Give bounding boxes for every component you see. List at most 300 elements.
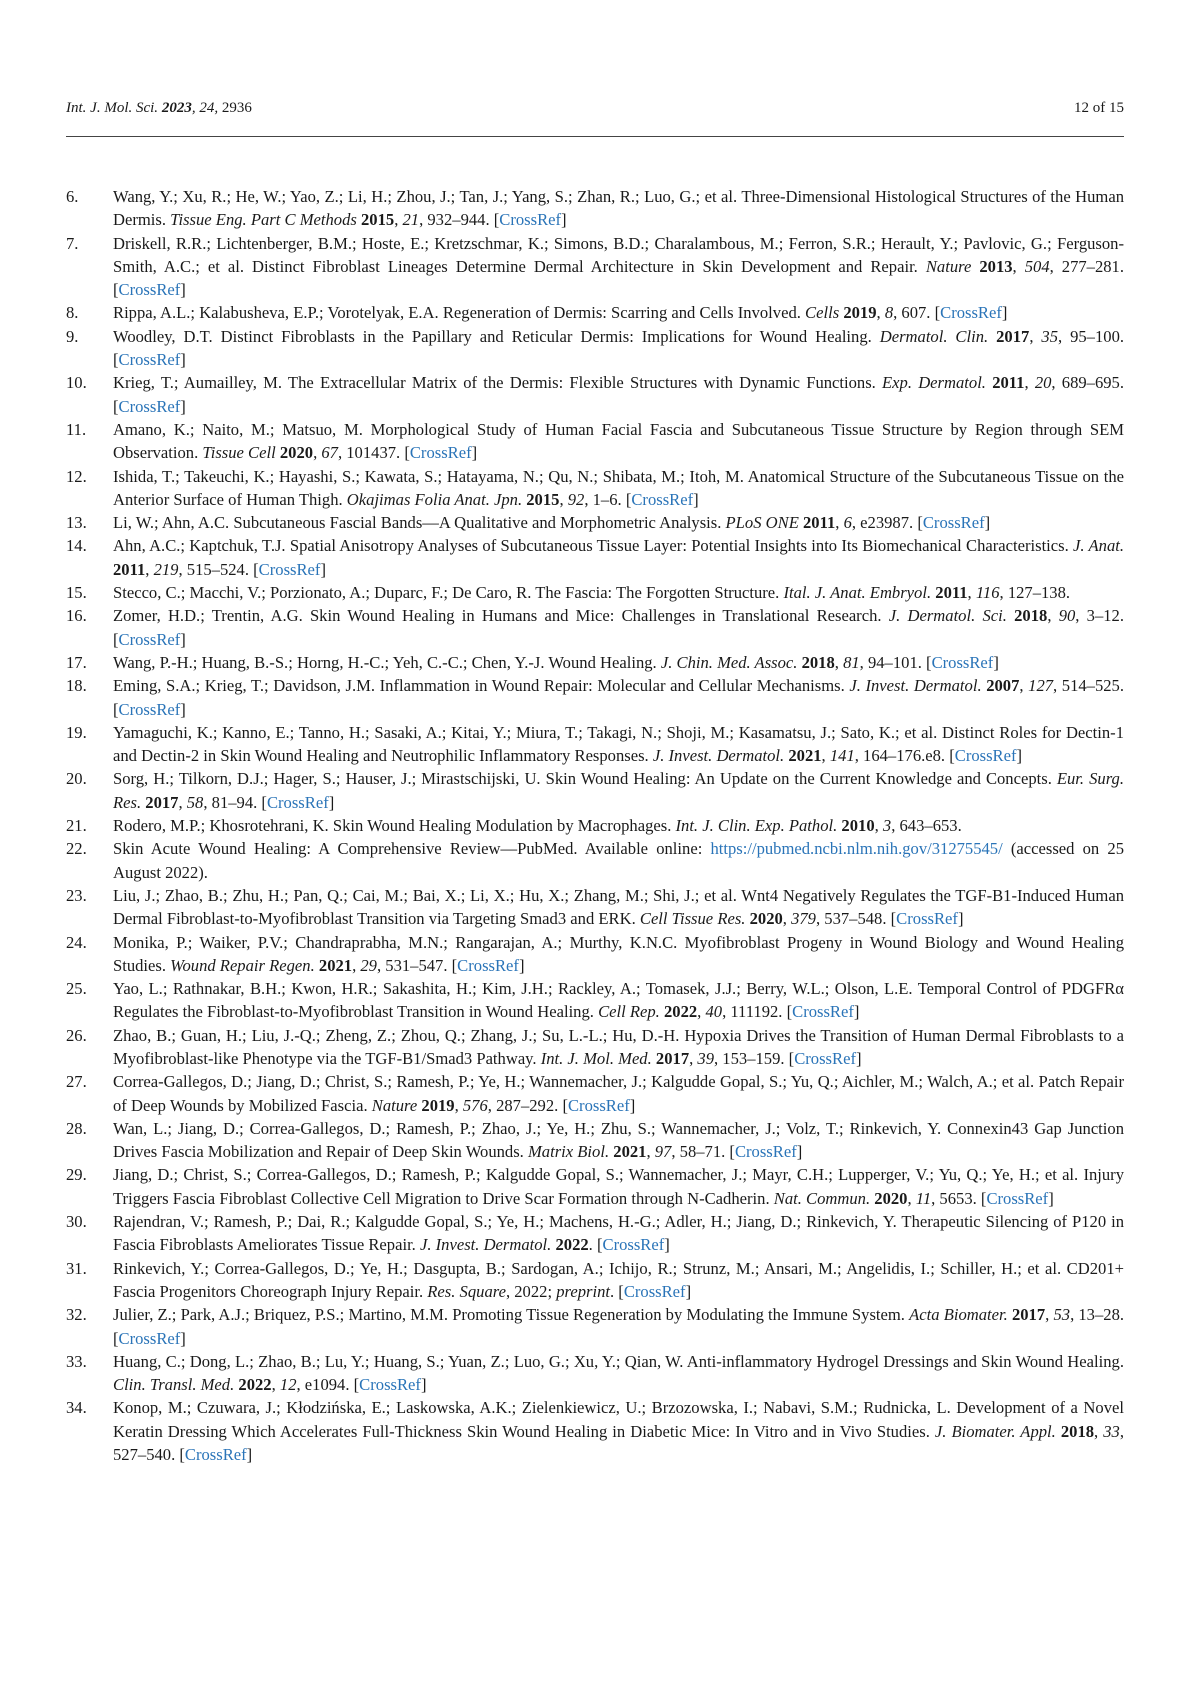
reference-number: 10. <box>66 373 87 393</box>
journal-title: 53 <box>1053 1305 1071 1325</box>
crossref-link[interactable]: CrossRef <box>623 1281 686 1301</box>
reference-number: 30. <box>66 1212 87 1232</box>
journal-title: 20 <box>1034 373 1052 393</box>
citation-text: . <box>588 1235 597 1255</box>
publication-year: 2015 <box>526 489 560 509</box>
citation-text: , <box>1045 1305 1054 1325</box>
citation-text: , <box>394 210 403 230</box>
reference-item <box>66 581 1124 604</box>
publication-year: 2015 <box>361 210 395 230</box>
citation-text: Driskell, R.R.; Lichtenberger, B.M.; Hoste, E.; Kretzschmar, K.; Simons, B.D.; Charalambous, M.; Ferron, S.R.; Herault, Y.; Pavlovic, G.; Ferguson-Smith, A.C.; et al. Distinct Fibroblast Lineages Determine Dermal Architecture in Skin Development and Repair. <box>113 233 1124 276</box>
reference-item <box>66 301 1124 324</box>
bracket: [ <box>113 1328 119 1348</box>
citation-text: Rodero, M.P.; Khosrotehrani, K. Skin Wound Healing Modulation by Macrophages. <box>113 816 676 836</box>
publication-year: 2019 <box>421 1095 455 1115</box>
publication-year: 2007 <box>986 676 1020 696</box>
journal-title: Nature <box>925 256 972 276</box>
citation-text: , 95–100. <box>1058 326 1125 346</box>
citation-text: Zomer, H.D.; Trentin, A.G. Skin Wound Healing in Humans and Mice: Challenges in Translational Research. <box>113 606 889 626</box>
reference-text <box>113 418 1124 465</box>
reference-number: 16. <box>66 606 87 626</box>
journal-title: 127 <box>1028 676 1054 696</box>
reference-item <box>66 511 1124 534</box>
citation-text: , <box>646 1142 655 1162</box>
journal-volume: 24 <box>199 100 215 116</box>
bracket: ] <box>796 1142 803 1162</box>
reference-text <box>113 185 1124 232</box>
bracket: ] <box>685 1281 692 1301</box>
crossref-link[interactable]: CrossRef <box>258 559 321 579</box>
reference-item <box>66 1024 1124 1071</box>
journal-title: 11 <box>915 1188 932 1208</box>
reference-text <box>113 931 1124 978</box>
journal-title: Exp. Dermatol. <box>882 373 986 393</box>
journal-title: 81 <box>843 652 860 672</box>
reference-item <box>66 674 1124 721</box>
crossref-link[interactable]: CrossRef <box>118 350 181 370</box>
bracket: ] <box>984 513 991 533</box>
citation-text: , <box>835 513 844 533</box>
citation-text: , <box>967 583 976 603</box>
crossref-link[interactable]: CrossRef <box>184 1445 247 1465</box>
citation-text: , <box>352 955 361 975</box>
bracket: [ <box>934 303 941 323</box>
bracket: ] <box>471 443 478 463</box>
crossref-link[interactable]: CrossRef <box>792 1002 854 1022</box>
publication-year: 2017 <box>1011 1305 1046 1325</box>
reference-number: 31. <box>66 1258 87 1278</box>
reference-text <box>113 814 1124 837</box>
page-number: 12 of 15 <box>1074 100 1124 116</box>
journal-title: Cell Tissue Res. <box>639 909 746 929</box>
citation-text: , 58–71. <box>671 1142 730 1162</box>
citation-text: , 689–695. <box>1051 373 1125 393</box>
publication-year: 2011 <box>992 373 1025 393</box>
citation-text: , 932–944. <box>419 210 494 230</box>
journal-title: J. Biomater. Appl. <box>934 1421 1056 1441</box>
publication-year: 2018 <box>801 652 835 672</box>
journal-title: Acta Biomater. <box>909 1305 1008 1325</box>
bracket: [ <box>113 629 119 649</box>
citation-text: , 81–94. <box>203 792 262 812</box>
crossref-link[interactable]: CrossRef <box>631 489 694 509</box>
citation-text: , 13–28. <box>1070 1305 1125 1325</box>
bracket: ] <box>180 699 186 719</box>
citation-text: , <box>821 746 830 766</box>
bracket: [ <box>404 443 410 463</box>
publication-year: 2022 <box>663 1002 698 1022</box>
reference-number: 29. <box>66 1165 87 1185</box>
journal-year: 2023 <box>161 100 192 116</box>
reference-item <box>66 185 1124 232</box>
citation-text: , <box>1047 606 1059 626</box>
bracket: ] <box>320 559 326 579</box>
reference-number: 21. <box>66 816 87 836</box>
publication-year: 2021 <box>318 955 353 975</box>
citation-text: , 287–292. <box>487 1095 563 1115</box>
crossref-link[interactable]: CrossRef <box>118 280 181 300</box>
reference-text <box>113 674 1124 721</box>
bracket: [ <box>113 280 119 300</box>
crossref-link[interactable]: CrossRef <box>794 1048 856 1068</box>
reference-list <box>66 185 1124 1466</box>
reference-item <box>66 325 1124 372</box>
citation-text: Rajendran, V.; Ramesh, P.; Dai, R.; Kalgudde Gopal, S.; Ye, H.; Machens, H.-G.; Adler, H.; Jiang, D.; Rinkevich, Y. Therapeutic Silencing of P120 in Fascia Fibroblasts Ameliorates Tissue Repair. <box>113 1212 1124 1255</box>
crossref-link[interactable]: CrossRef <box>266 792 329 812</box>
reference-text <box>113 884 1124 931</box>
citation-text: , <box>874 816 883 836</box>
journal-title: 92 <box>567 489 585 509</box>
publication-year: 2020 <box>749 909 783 929</box>
reference-text <box>113 325 1124 372</box>
reference-text <box>113 1303 1124 1350</box>
publication-year: 2013 <box>979 256 1013 276</box>
journal-title: Tissue Cell <box>202 443 276 463</box>
crossref-link[interactable]: CrossRef <box>922 513 985 533</box>
journal-title: Nature <box>371 1095 418 1115</box>
reference-item <box>66 767 1124 814</box>
journal-title: 141 <box>829 746 855 766</box>
reference-item <box>66 884 1124 931</box>
crossref-link[interactable]: CrossRef <box>499 210 562 230</box>
citation-text: , 2022; <box>505 1281 557 1301</box>
publication-year: 2011 <box>803 513 836 533</box>
reference-number: 11. <box>66 419 87 439</box>
crossref-link[interactable]: CrossRef <box>118 629 181 649</box>
citation-text: , <box>1029 326 1042 346</box>
bracket: [ <box>113 699 119 719</box>
journal-title: Int. J. Clin. Exp. Pathol. <box>675 816 838 836</box>
journal-title: Dermatol. Clin. <box>879 326 989 346</box>
reference-item <box>66 604 1124 651</box>
bracket: [ <box>113 350 119 370</box>
citation-text: , 531–547. <box>376 955 452 975</box>
journal-name: Int. J. Mol. Sci. <box>66 100 159 116</box>
crossref-link[interactable]: CrossRef <box>118 1328 181 1348</box>
reference-number: 18. <box>66 676 87 696</box>
bracket: ] <box>420 1375 427 1395</box>
reference-item <box>66 1396 1124 1466</box>
publication-year: 2018 <box>1014 606 1048 626</box>
citation-text: , 1–6. <box>584 489 626 509</box>
reference-number: 19. <box>66 722 87 742</box>
reference-number: 7. <box>66 233 79 253</box>
citation-text: Woodley, D.T. Distinct Fibroblasts in the Papillary and Reticular Dermis: Implications for Wound Healing. <box>113 326 880 346</box>
reference-item <box>66 1163 1124 1210</box>
citation-text: Stecco, C.; Macchi, V.; Porzionato, A.; Duparc, F.; De Caro, R. The Fascia: The Forgotten Structure. <box>113 583 784 603</box>
journal-title: J. Invest. Dermatol. <box>652 746 785 766</box>
reference-text <box>113 1396 1124 1466</box>
bracket: ] <box>246 1445 253 1465</box>
reference-number: 20. <box>66 769 87 789</box>
publication-year: 2011 <box>935 583 968 603</box>
bracket: ] <box>629 1095 636 1115</box>
journal-title: 379 <box>791 909 816 929</box>
bracket: [ <box>113 396 119 416</box>
publication-year: 2017 <box>996 326 1030 346</box>
bracket: ] <box>180 629 186 649</box>
journal-title: Okajimas Folia Anat. Jpn. <box>346 489 523 509</box>
citation-text: Jiang, D.; Christ, S.; Correa-Gallegos, D.; Ramesh, P.; Kalgudde Gopal, S.; Wannemacher, J.; Mayr, C.H.; Lupperger, V.; Yu, Q.; Ye, H.; et al. Injury Triggers Fascia Fibroblast Collective Cell Migration to Drive Scar Formation through N-Cadherin. <box>113 1165 1124 1208</box>
reference-text <box>113 581 1124 604</box>
journal-title: Cell Rep. <box>598 1002 660 1022</box>
reference-item <box>66 977 1124 1024</box>
bracket: [ <box>980 1188 987 1208</box>
journal-title: Cells <box>805 303 840 323</box>
reference-item <box>66 1117 1124 1164</box>
reference-number: 17. <box>66 652 87 672</box>
reference-item <box>66 651 1124 674</box>
journal-title: J. Anat. <box>1073 536 1124 556</box>
reference-text <box>113 837 1124 884</box>
crossref-link[interactable]: CrossRef <box>931 652 994 672</box>
bracket: [ <box>261 792 267 812</box>
citation-text: , 111192. <box>722 1002 787 1022</box>
bracket: ] <box>180 280 186 300</box>
citation-text: , 527–540. <box>113 1421 1124 1465</box>
journal-title: 67 <box>321 443 338 463</box>
citation-text: Rippa, A.L.; Kalabusheva, E.P.; Vorotelyak, E.A. Regeneration of Dermis: Scarring and Cells Involved. <box>113 303 806 323</box>
crossref-link[interactable]: CrossRef <box>896 909 958 929</box>
citation-text: , 537–548. <box>815 909 891 929</box>
journal-title: Ital. J. Anat. Embryol. <box>783 583 932 603</box>
citation-text: Yamaguchi, K.; Kanno, E.; Tanno, H.; Sasaki, A.; Kitai, Y.; Miura, T.; Takagi, N.; Shoji, M.; Kasamatsu, J.; Sato, K.; et al. Distinct Roles for Dectin-1 and Dectin-2 in Skin Wound Healing and Neutrophilic Inflammatory Responses. <box>113 722 1124 766</box>
citation-text: Ahn, A.C.; Kaptchuk, T.J. Spatial Anisotropy Analyses of Subcutaneous Tissue Layer: Potential Insights into Its Biomechanical Characteristics. <box>113 536 1074 556</box>
publication-year: 2022 <box>238 1375 272 1395</box>
reference-item <box>66 465 1124 512</box>
citation-text: Krieg, T.; Aumailley, M. The Extracellular Matrix of the Dermis: Flexible Structures with Dynamic Functions. <box>113 373 883 393</box>
reference-text <box>113 232 1124 302</box>
citation-text: Sorg, H.; Tilkorn, D.J.; Hager, S.; Hauser, J.; Mirastschijski, U. Skin Wound Healing: An Update on the Current Knowledge and Concepts. <box>113 769 1057 789</box>
reference-text <box>113 767 1124 814</box>
reference-number: 28. <box>66 1118 87 1138</box>
citation-text: Ishida, T.; Takeuchi, K.; Hayashi, S.; Kawata, S.; Hatayama, N.; Qu, N.; Shibata, M.; Itoh, M. Anatomical Structure of the Subcutaneous Tissue on the Anterior Surface of Human Thigh. <box>113 466 1124 509</box>
publication-year: 2018 <box>1060 1421 1095 1441</box>
citation-text: , <box>1019 676 1029 696</box>
reference-text <box>113 1257 1124 1304</box>
reference-text <box>113 1210 1124 1257</box>
bracket: [ <box>786 1002 793 1022</box>
citation-text: , 5653. <box>931 1188 981 1208</box>
citation-text: . <box>609 1281 619 1301</box>
bracket: ] <box>1048 1188 1054 1208</box>
reference-number: 33. <box>66 1351 87 1371</box>
journal-title: J. Dermatol. Sci. <box>888 606 1007 626</box>
reference-text <box>113 301 1124 324</box>
crossref-link[interactable]: CrossRef <box>118 396 181 416</box>
citation-text: Zhao, B.; Guan, H.; Liu, J.-Q.; Zheng, Z.; Zhou, Q.; Zhang, J.; Su, L.-L.; Hu, D.-H. Hypoxia Drives the Transition of Human Dermal Fibroblasts to a Myofibroblast-like Phenotype via the TGF-B1/Smad3 Pathway. <box>113 1025 1124 1068</box>
citation-text: , <box>313 443 322 463</box>
reference-text <box>113 721 1124 768</box>
url-link[interactable]: https://pubmed.ncbi.nlm.nih.gov/31275545/ <box>710 839 1003 859</box>
journal-title: 58 <box>186 792 204 812</box>
bracket: ] <box>853 1002 860 1022</box>
citation-text: , 153–159. <box>714 1048 789 1068</box>
citation-text: Skin Acute Wound Healing: A Comprehensive Review—PubMed. Available online: <box>113 839 711 859</box>
journal-title: 576 <box>462 1095 488 1115</box>
publication-year: 2021 <box>788 746 822 766</box>
journal-title: 8 <box>884 303 894 323</box>
publication-year: 2011 <box>113 559 146 579</box>
journal-title: Int. J. Mol. Med. <box>540 1048 652 1068</box>
citation-text: , 164–176.e8. <box>854 746 950 766</box>
journal-title: 40 <box>705 1002 723 1022</box>
reference-number: 12. <box>66 466 87 486</box>
citation-text: Wang, P.-H.; Huang, B.-S.; Horng, H.-C.; Yeh, C.-C.; Chen, Y.-J. Wound Healing. <box>113 652 661 672</box>
journal-title: 21 <box>402 210 420 230</box>
bracket: [ <box>890 909 897 929</box>
header-divider <box>66 136 1124 137</box>
bracket: [ <box>788 1048 795 1068</box>
crossref-link[interactable]: CrossRef <box>118 699 181 719</box>
reference-item <box>66 837 1124 884</box>
bracket: [ <box>353 1375 360 1395</box>
journal-title: Tissue Eng. Part C Methods <box>170 210 357 230</box>
bracket: [ <box>625 489 632 509</box>
citation-text: Rinkevich, Y.; Correa-Gallegos, D.; Ye, H.; Dasgupta, B.; Sardogan, A.; Ichijo, R.; Strunz, M.; Ansari, M.; Angelidis, I.; Schiller, H.; et al. CD201+ Fascia Progenitors Choreograph Injury Repair. <box>113 1258 1124 1301</box>
citation-text: , 643–653. <box>891 816 962 836</box>
citation-text: Amano, K.; Naito, M.; Matsuo, M. Morphological Study of Human Facial Fascia and Subcutaneous Tissue Structure by Region through SEM Observation. <box>113 419 1124 463</box>
reference-item <box>66 232 1124 302</box>
reference-item <box>66 931 1124 978</box>
reference-item <box>66 814 1124 837</box>
citation-text: , <box>876 303 885 323</box>
bracket: [ <box>926 652 932 672</box>
journal-title: 6 <box>843 513 852 533</box>
reference-number: 6. <box>66 187 79 206</box>
page-header <box>66 100 1124 117</box>
bracket: [ <box>596 1235 603 1255</box>
journal-title: 39 <box>697 1048 714 1068</box>
journal-title: J. Invest. Dermatol. <box>849 676 982 696</box>
citation-text: , <box>145 559 154 579</box>
bracket: ] <box>1016 746 1023 766</box>
reference-item <box>66 534 1124 581</box>
bracket: [ <box>562 1095 568 1115</box>
crossref-link[interactable]: CrossRef <box>986 1188 1049 1208</box>
crossref-link[interactable]: CrossRef <box>409 443 472 463</box>
citation-text: , <box>178 792 187 812</box>
reference-text <box>113 1117 1124 1164</box>
reference-number: 23. <box>66 885 87 905</box>
journal-title: 90 <box>1058 606 1076 626</box>
crossref-link[interactable]: CrossRef <box>457 955 519 975</box>
reference-item <box>66 1257 1124 1304</box>
reference-text <box>113 1024 1124 1071</box>
publication-year: 2017 <box>145 792 179 812</box>
citation-text: , e23987. <box>851 513 918 533</box>
bracket: ] <box>957 909 964 929</box>
reference-text <box>113 511 1124 534</box>
reference-number: 24. <box>66 932 87 952</box>
bracket: [ <box>493 210 500 230</box>
crossref-link[interactable]: CrossRef <box>359 1375 421 1395</box>
journal-title: Res. Square <box>427 1281 506 1301</box>
citation-text: , <box>907 1188 916 1208</box>
bracket: [ <box>451 955 458 975</box>
journal-title: 3 <box>882 816 892 836</box>
citation-text: , 94–101. <box>859 652 927 672</box>
bracket: [ <box>179 1445 185 1465</box>
reference-number: 14. <box>66 536 87 556</box>
bracket: [ <box>618 1281 624 1301</box>
citation-text: Konop, M.; Czuwara, J.; Kłodzińska, E.; Laskowska, A.K.; Zielenkiewicz, U.; Brzozowska, I.; Nabavi, S.M.; Rudnicka, L. Development of a Novel Keratin Dressing Which Accelerates Full-Thickness Skin Wound Healing in Diabetic Mice: In Vitro and in Vivo Studies. <box>113 1398 1124 1441</box>
bracket: ] <box>664 1235 670 1255</box>
crossref-link[interactable]: CrossRef <box>567 1095 630 1115</box>
citation-text: , <box>1024 373 1035 393</box>
citation-text: , <box>834 652 844 672</box>
citation-text: , <box>454 1095 463 1115</box>
reference-number: 22. <box>66 839 87 859</box>
citation-text: Wan, L.; Jiang, D.; Correa-Gallegos, D.; Ramesh, P.; Zhao, J.; Ye, H.; Zhu, S.; Wannemacher, J.; Volz, T.; Rinkevich, Y. Connexin43 Gap Junction Drives Fascia Mobilization and Repair of Deep Skin Wounds. <box>113 1118 1124 1162</box>
citation-text: Huang, C.; Dong, L.; Zhao, B.; Lu, Y.; Huang, S.; Yuan, Z.; Luo, G.; Xu, Y.; Qian, W. Anti-inflammatory Hydrogel Dressings and Skin Wound Healing. <box>113 1351 1124 1371</box>
bracket: ] <box>855 1048 862 1068</box>
bracket: ] <box>1001 303 1008 323</box>
journal-title: PLoS ONE <box>725 513 799 533</box>
reference-text <box>113 371 1124 418</box>
reference-number: 15. <box>66 583 87 603</box>
article-number: 2936 <box>221 100 252 116</box>
crossref-link[interactable]: CrossRef <box>734 1142 797 1162</box>
bracket: [ <box>729 1142 735 1162</box>
crossref-link[interactable]: CrossRef <box>954 746 1017 766</box>
citation-text: , 277–281. <box>1049 256 1124 276</box>
publication-year: 2019 <box>843 303 877 323</box>
journal-title: preprint <box>556 1281 610 1301</box>
reference-item <box>66 1210 1124 1257</box>
bracket: ] <box>518 955 525 975</box>
reference-text <box>113 604 1124 651</box>
bracket: [ <box>917 513 923 533</box>
publication-year: 2020 <box>874 1188 908 1208</box>
citation-text: Li, W.; Ahn, A.C. Subcutaneous Fascial Bands—A Qualitative and Morphometric Analysis. <box>113 513 726 533</box>
bracket: ] <box>993 652 999 672</box>
journal-title: 219 <box>153 559 179 579</box>
citation-text: , <box>697 1002 706 1022</box>
citation-text: , 514–525. <box>1053 676 1125 696</box>
publication-year: 2017 <box>655 1048 690 1068</box>
bracket: ] <box>693 489 699 509</box>
citation-text <box>988 327 996 346</box>
citation-text: Correa-Gallegos, D.; Jiang, D.; Christ, S.; Ramesh, P.; Ye, H.; Wannemacher, J.; Kalgudde Gopal, S.; Yu, Q.; Aichler, M.; Walch, A.; et al. Patch Repair of Deep Wounds by Mobilized Fascia. <box>113 1072 1124 1115</box>
reference-number: 13. <box>66 513 87 533</box>
reference-text <box>113 977 1124 1024</box>
reference-number: 8. <box>66 303 79 323</box>
bracket: ] <box>180 350 186 370</box>
citation-text: , 101437. <box>337 443 405 463</box>
reference-text <box>113 651 1124 674</box>
citation-text: Eming, S.A.; Krieg, T.; Davidson, J.M. Inflammation in Wound Repair: Molecular and Cellular Mechanisms. <box>113 676 850 696</box>
reference-item <box>66 721 1124 768</box>
citation-text: , 515–524. <box>178 559 254 579</box>
citation-text: , <box>271 1375 280 1395</box>
journal-title: 504 <box>1024 256 1050 276</box>
reference-number: 27. <box>66 1072 87 1092</box>
crossref-link[interactable]: CrossRef <box>940 303 1002 323</box>
journal-title: J. Chin. Med. Assoc. <box>660 652 798 672</box>
journal-title: 116 <box>975 583 1000 603</box>
journal-title: Nat. Commun. <box>773 1188 871 1208</box>
reference-item <box>66 371 1124 418</box>
citation-text: Monika, P.; Waiker, P.V.; Chandraprabha, M.N.; Rangarajan, A.; Murthy, K.N.C. Myofibroblast Progeny in Wound Biology and Wound Healing Studies. <box>113 932 1124 975</box>
reference-number: 9. <box>66 326 79 346</box>
reference-text <box>113 465 1124 512</box>
reference-item <box>66 1303 1124 1350</box>
bracket: ] <box>180 396 186 416</box>
citation-text: , <box>1012 256 1025 276</box>
citation-text: , <box>559 489 568 509</box>
crossref-link[interactable]: CrossRef <box>602 1235 665 1255</box>
